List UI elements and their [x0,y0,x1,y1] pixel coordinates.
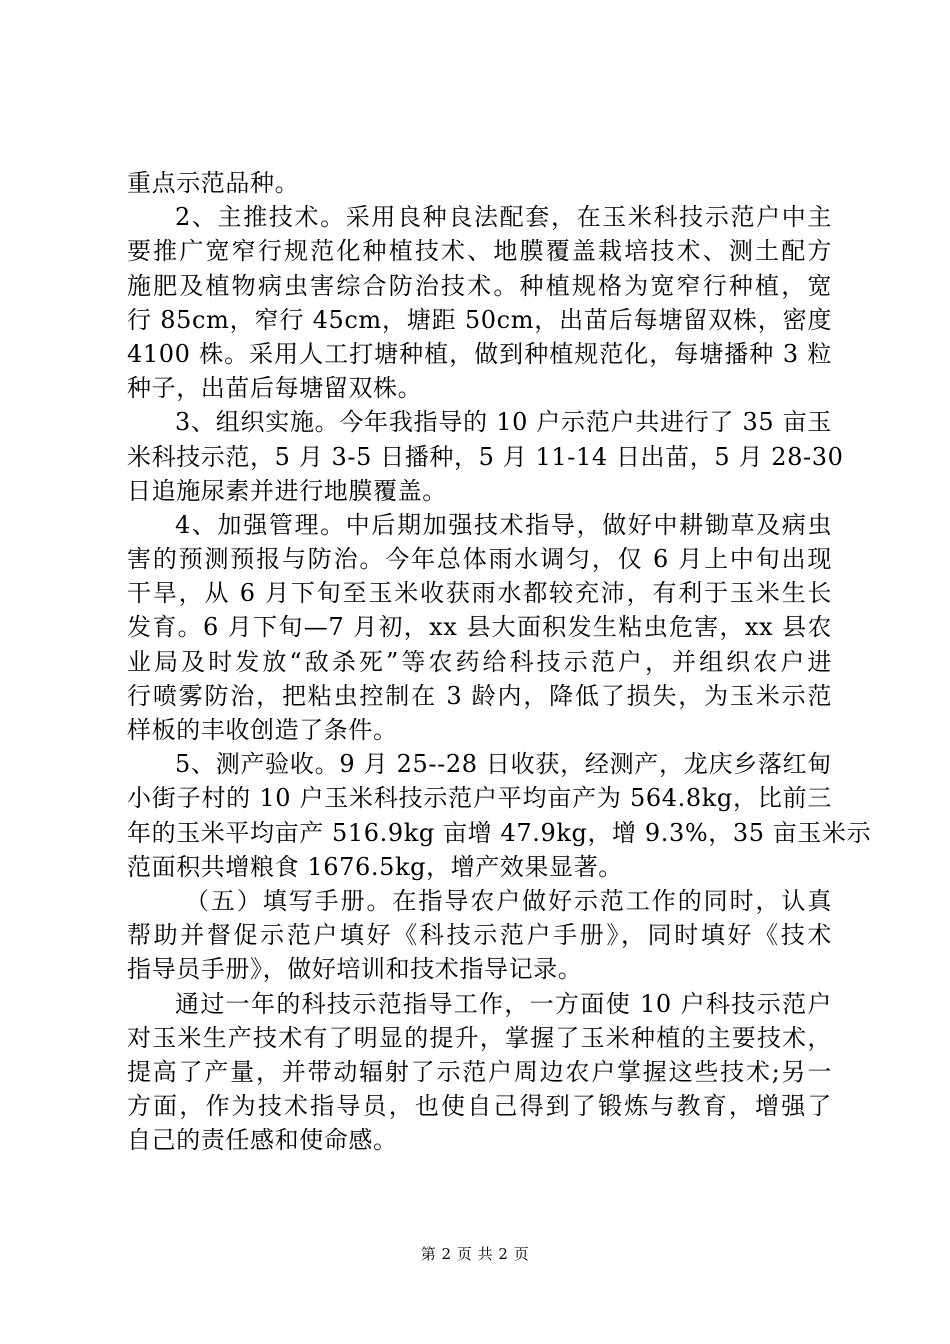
text-line: 害的预测预报与防治。今年总体雨水调匀，仅 6 月上中旬出现 [127,545,832,574]
text-line: 指导员手册》，做好培训和技术指导记录。 [127,955,583,984]
text-line: 年的玉米平均亩产 516.9kg 亩增 47.9kg，增 9.3%，35 亩玉米示 [127,818,872,847]
text-line: 小街子村的 10 户玉米科技示范户平均亩产为 564.8kg，比前三 [127,784,832,813]
text-line: 范面积共增粮食 1676.5kg，增产效果显著。 [127,852,623,881]
text-line: （五）填写手册。在指导农户做好示范工作的同时，认真 [185,886,832,915]
text-line: 5、测产验收。9 月 25--28 日收获，经测产，龙庆乡落红甸 [175,750,832,779]
text-line: 2、主推技术。采用良种良法配套，在玉米科技示范户中主 [175,203,832,232]
text-line: 发育。6 月下旬—7 月初，xx 县大面积发生粘虫危害，xx 县农 [127,613,832,642]
text-line: 干旱，从 6 月下旬至玉米收获雨水都较充沛，有利于玉米生长 [127,579,832,608]
text-line: 3、组织实施。今年我指导的 10 户示范户共进行了 35 亩玉 [175,408,832,437]
text-line: 自己的责任感和使命感。 [127,1126,398,1155]
text-line: 4、加强管理。中后期加强技术指导，做好中耕锄草及病虫 [175,510,832,539]
text-line: 日追施尿素并进行地膜覆盖。 [127,476,447,505]
text-line: 米科技示范，5 月 3-5 日播种，5 月 11-14 日出苗，5 月 28-30 [127,442,844,471]
text-line: 施肥及植物病虫害综合防治技术。种植规格为宽窄行种植，宽 [127,271,832,300]
page-number-footer: 第 2 页 共 2 页 [420,1245,530,1263]
text-line: 通过一年的科技示范指导工作，一方面使 10 户科技示范户 [175,989,832,1018]
text-line: 帮助并督促示范户填好《科技示范户手册》，同时填好《技术 [127,921,832,950]
text-line: 要推广宽窄行规范化种植技术、地膜覆盖栽培技术、测土配方 [127,237,832,266]
text-line: 对玉米生产技术有了明显的提升，掌握了玉米种植的主要技术， [127,1023,832,1052]
text-line: 提高了产量，并带动辐射了示范户周边农户掌握这些技术;另一 [127,1057,832,1086]
text-line: 业局及时发放“敌杀死”等农药给科技示范户，并组织农户进 [127,647,832,676]
text-line: 重点示范品种。 [127,169,300,197]
text-line: 4100 株。采用人工打塘种植，做到种植规范化，每塘播种 3 粒 [127,339,832,368]
document-body [127,166,872,1157]
text-line: 行 85cm，窄行 45cm，塘距 50cm，出苗后每塘留双株，密度 [127,305,832,334]
text-line: 方面，作为技术指导员，也使自己得到了锻炼与教育，增强了 [127,1092,832,1121]
text-line: 种子，出苗后每塘留双株。 [127,374,423,403]
text-line: 行喷雾防治，把粘虫控制在 3 龄内，降低了损失，为玉米示范 [127,681,832,710]
text-line: 样板的丰收创造了条件。 [127,716,398,744]
